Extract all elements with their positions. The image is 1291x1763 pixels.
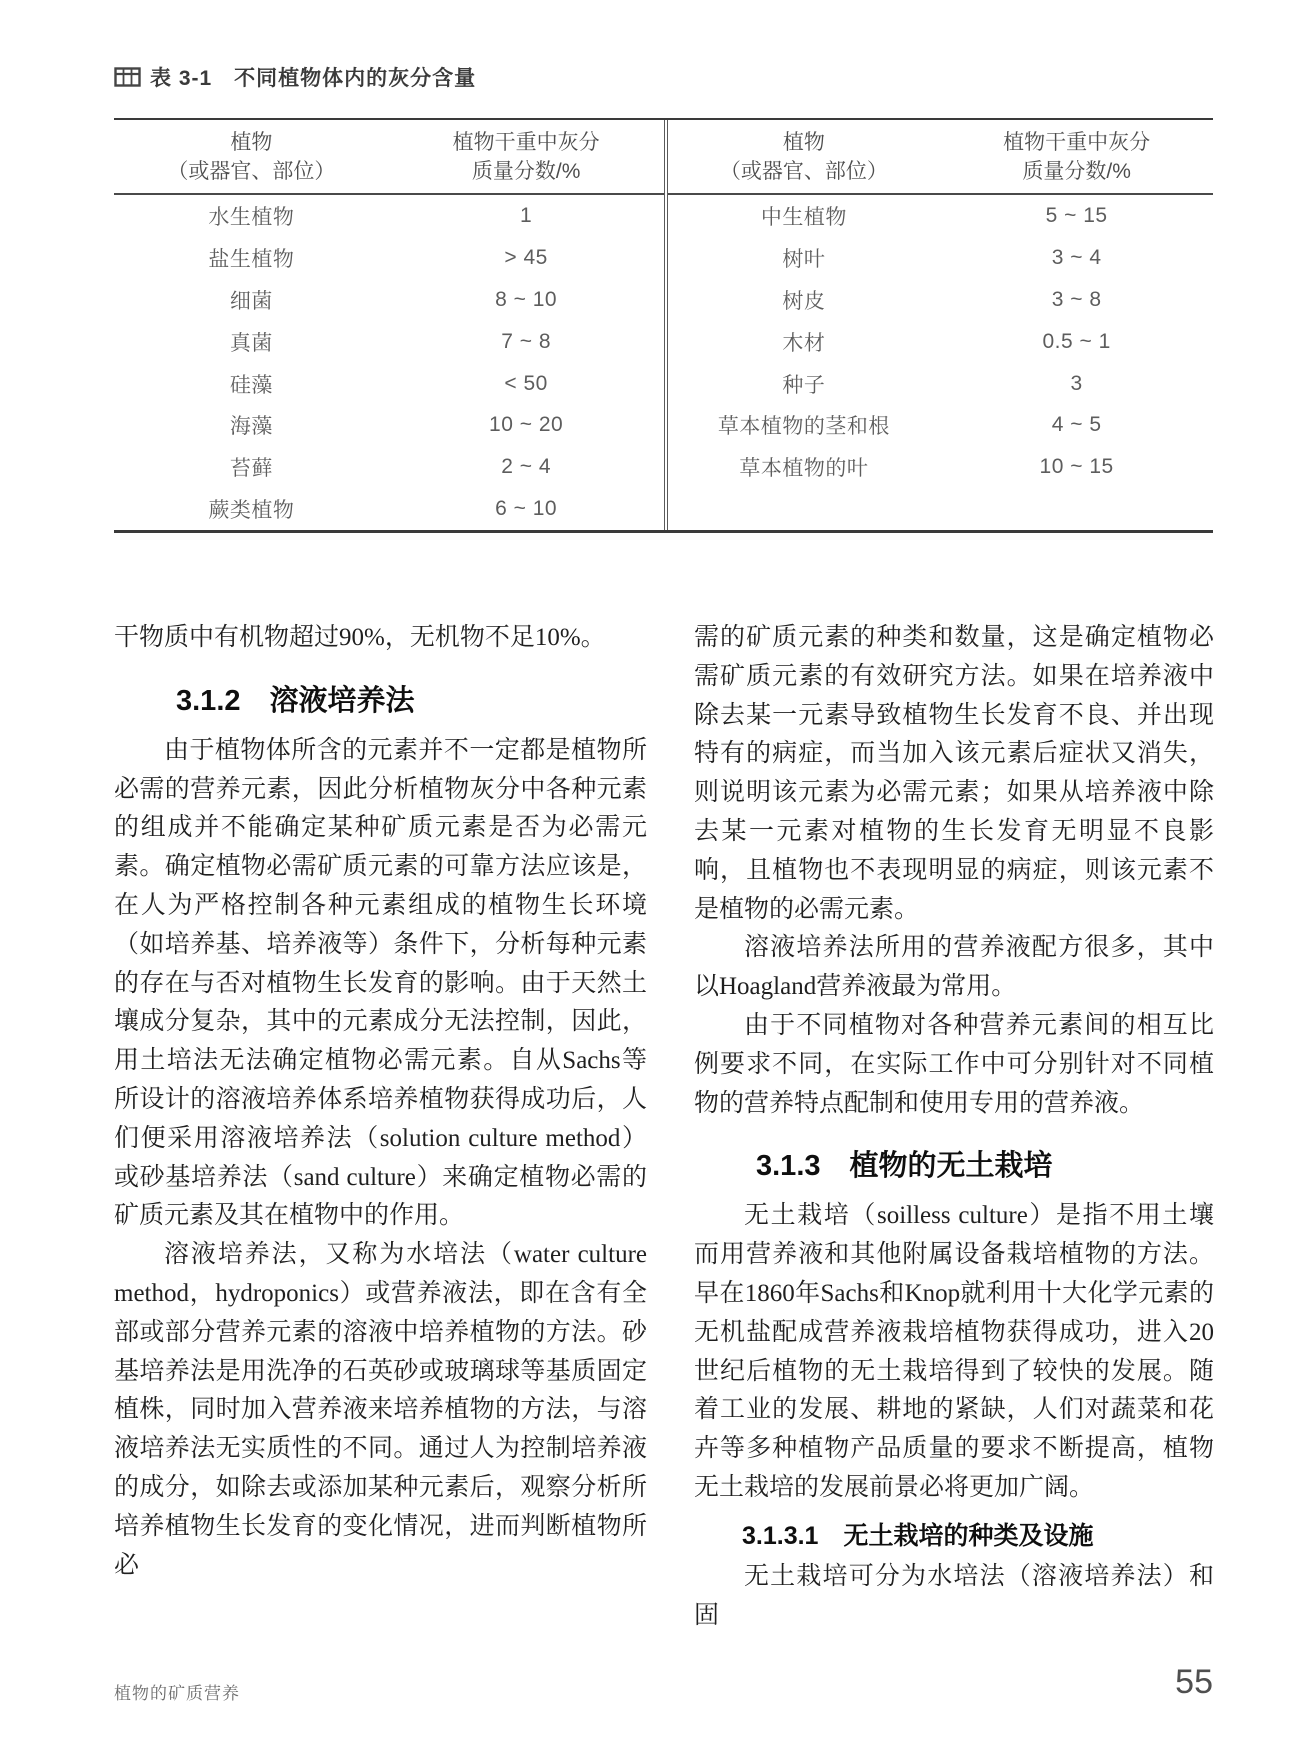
header-line: 植物	[230, 130, 273, 154]
table-row	[668, 195, 1214, 237]
row-value: 2 ~ 4	[501, 455, 552, 479]
row-value: 3 ~ 8	[1051, 287, 1102, 311]
column-header-ash	[940, 128, 1213, 186]
row-value: 3	[1070, 371, 1083, 395]
table-left-half	[114, 120, 664, 530]
header-line: 质量分数/%	[471, 159, 581, 183]
row-label: 真菌	[229, 331, 273, 355]
section-heading-3131: 3.1.3.1 无土栽培的种类及设施	[742, 1521, 1094, 1550]
table-caption-text: 表 3-1 不同植物体内的灰分含量	[150, 67, 477, 90]
row-label: 盐生植物	[208, 247, 295, 271]
row-value: 3 ~ 4	[1051, 245, 1102, 269]
table-header-row	[668, 120, 1214, 195]
table-row	[114, 279, 664, 321]
row-label: 蕨类植物	[208, 499, 295, 523]
row-value: 10 ~ 20	[489, 413, 564, 437]
row-label: 木材	[782, 331, 826, 355]
table-row	[114, 237, 664, 279]
row-value: 8 ~ 10	[495, 287, 558, 311]
row-label: 树皮	[782, 289, 826, 313]
table-row	[668, 363, 1214, 405]
table-row	[668, 279, 1214, 321]
paragraph: 溶液培养法，又称为水培法（water culture method，hydroponics）或营养液法，即在含有全部或部分营养元素的溶液中培养植物的方法。砂基培养法是用洗净的石英砂或玻璃球等基质固定植株，同时加入营养液来培养植物的方法，与溶液培养法无实质性的不同。通过人为控制培养液的成分，如除去或添加某种元素后，观察分析所培养植物生长发育的变化情况，进而判断植物所必	[114, 1241, 647, 1579]
row-value: 7 ~ 8	[501, 329, 552, 353]
table-row	[668, 321, 1214, 363]
table-row-empty	[668, 488, 1214, 530]
paragraph: 无土栽培（soilless culture）是指不用土壤而用营养液和其他附属设备栽培植物的方法。早在1860年Sachs和Knop就利用十大化学元素的无机盐配成营养液栽培植物获得成功，进入20世纪后植物的无土栽培得到了较快的发展。随着工业的发展、耕地的紧缺，人们对蔬菜和花卉等多种植物产品质量的要求不断提高，植物无土栽培的发展前景必将更加广阔。	[694, 1202, 1214, 1501]
paragraph-continued: 干物质中有机物超过90%，无机物不足10%。	[114, 624, 606, 651]
section-heading-313: 3.1.3 植物的无土栽培	[756, 1150, 1053, 1183]
row-label: 中生植物	[760, 205, 847, 229]
right-text-column	[694, 619, 1214, 1635]
table-row	[114, 446, 664, 488]
header-line: 植物	[782, 130, 825, 154]
row-value: 10 ~ 15	[1039, 455, 1114, 479]
row-value: 6 ~ 10	[495, 497, 558, 521]
row-value: 5 ~ 15	[1045, 203, 1108, 227]
paragraph-continued: 需的矿质元素的种类和数量，这是确定植物必需矿质元素的有效研究方法。如果在培养液中除去某一元素导致植物生长发育不良、并出现特有的病症，而当加入该元素后症状又消失，则说明该元素为必需元素；如果从培养液中除去某一元素对植物的生长发育无明显不良影响，且植物也不表现明显的病症，则该元素不是植物的必需元素。	[694, 624, 1214, 923]
row-label: 细菌	[229, 289, 273, 313]
ash-content-table	[114, 118, 1213, 533]
row-value: < 50	[504, 371, 548, 395]
paragraph: 溶液培养法所用的营养液配方很多，其中以Hoagland营养液最为常用。	[694, 934, 1214, 1001]
paragraph: 无土栽培可分为水培法（溶液培养法）和固	[694, 1562, 1214, 1629]
table-row	[114, 488, 664, 530]
table-row	[114, 363, 664, 405]
table-row	[114, 404, 664, 446]
table-row	[114, 195, 664, 237]
row-label: 树叶	[782, 247, 826, 271]
column-header-ash	[389, 128, 664, 186]
footer-chapter-title: 植物的矿质营养	[114, 1684, 240, 1703]
header-line: （或器官、部位）	[167, 159, 336, 183]
header-line: 植物干重中灰分	[1003, 130, 1151, 154]
header-line: 质量分数/%	[1022, 159, 1131, 183]
table-right-half	[664, 120, 1214, 530]
table-row	[668, 404, 1214, 446]
row-label: 草本植物的茎和根	[717, 415, 890, 439]
table-row	[668, 237, 1214, 279]
row-label: 海藻	[229, 415, 273, 439]
table-row	[114, 321, 664, 363]
paragraph: 由于不同植物对各种营养元素间的相互比例要求不同，在实际工作中可分别针对不同植物的营养特点配制和使用专用的营养液。	[694, 1011, 1214, 1117]
table-caption	[114, 62, 476, 92]
row-label: 水生植物	[208, 205, 295, 229]
column-header-plant	[114, 128, 389, 186]
section-heading-312: 3.1.2 溶液培养法	[176, 684, 415, 717]
row-label: 种子	[782, 373, 826, 397]
row-value: 0.5 ~ 1	[1042, 329, 1111, 353]
paragraph: 由于植物体所含的元素并不一定都是植物所必需的营养元素，因此分析植物灰分中各种元素的组成并不能确定某种矿质元素是否为必需元素。确定植物必需矿质元素的可靠方法应该是，在人为严格控制各种元素组成的植物生长环境（如培养基、培养液等）条件下，分析每种元素的存在与否对植物生长发育的影响。由于天然土壤成分复杂，其中的元素成分无法控制，因此，用土培法无法确定植物必需元素。自从Sachs等所设计的溶液培养体系培养植物获得成功后，人们便采用溶液培养法（solution culture method）或砂基培养法（sand culture）来确定植物必需的矿质元素及其在植物中的作用。	[114, 736, 647, 1230]
table-header-row	[114, 120, 664, 195]
left-text-column	[114, 619, 647, 1585]
row-value: 4 ~ 5	[1051, 413, 1102, 437]
header-line: （或器官、部位）	[719, 159, 888, 183]
row-value: 1	[520, 203, 533, 227]
header-line: 植物干重中灰分	[452, 130, 600, 154]
row-label: 苔藓	[229, 457, 273, 481]
row-label: 草本植物的叶	[739, 457, 869, 481]
table-row	[668, 446, 1214, 488]
page-number: 55	[1175, 1663, 1213, 1701]
table-grid-icon	[114, 67, 141, 87]
row-label: 硅藻	[229, 373, 273, 397]
column-header-plant	[668, 128, 941, 186]
row-value: > 45	[504, 245, 548, 269]
